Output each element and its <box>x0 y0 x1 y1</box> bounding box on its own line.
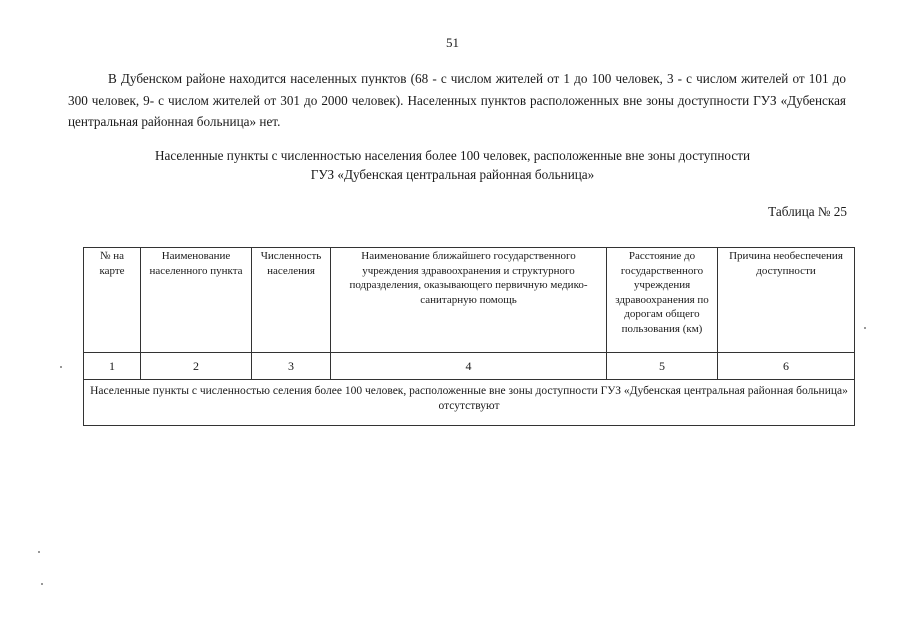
header-population: Численность населения <box>252 248 331 353</box>
scan-speck <box>864 327 866 329</box>
column-number: 1 <box>84 353 141 380</box>
table-title <box>0 146 905 184</box>
column-number: 5 <box>607 353 718 380</box>
table-note-row <box>84 380 855 426</box>
table-header-row <box>84 248 855 353</box>
column-number: 4 <box>331 353 607 380</box>
header-nearest-facility: Наименование ближайшего государственного учреждения здравоохранения и структурного подразделения, оказывающего первичную медико-санитарную помощь <box>331 248 607 353</box>
column-number: 6 <box>718 353 855 380</box>
table-title-line-2: ГУЗ «Дубенская центральная районная больница» <box>310 167 595 182</box>
table-title-line-1: Населенные пункты с численностью населения более 100 человек, расположенные вне зоны доступности <box>154 148 751 163</box>
column-number-row <box>84 353 855 380</box>
intro-paragraph: В Дубенском районе находится населенных пунктов (68 - с числом жителей от 1 до 100 человек, 3 - с числом жителей от 101 до 300 человек, 9- с числом жителей от 301 до 2000 человек). Населенных пунктов расположенных вне зоны доступности ГУЗ «Дубенская центральная районная больница» нет. <box>68 71 846 129</box>
table-note: Населенные пункты с численностью селения более 100 человек, расположенные вне зоны доступности ГУЗ «Дубенская центральная районная больница» отсутствуют <box>84 380 855 426</box>
header-reason: Причина необеспечения доступности <box>718 248 855 353</box>
scan-speck <box>41 583 43 585</box>
facilities-table <box>83 247 855 426</box>
column-number: 2 <box>141 353 252 380</box>
header-settlement-name: Наименование населенного пункта <box>141 248 252 353</box>
table-number: Таблица № 25 <box>768 204 847 219</box>
header-map-number: № на карте <box>84 248 141 353</box>
header-distance: Расстояние до государственного учреждения здравоохранения по дорогам общего пользования (км) <box>607 248 718 353</box>
scan-speck <box>38 551 40 553</box>
column-number: 3 <box>252 353 331 380</box>
page-number: 51 <box>446 35 459 50</box>
scan-speck <box>60 366 62 368</box>
